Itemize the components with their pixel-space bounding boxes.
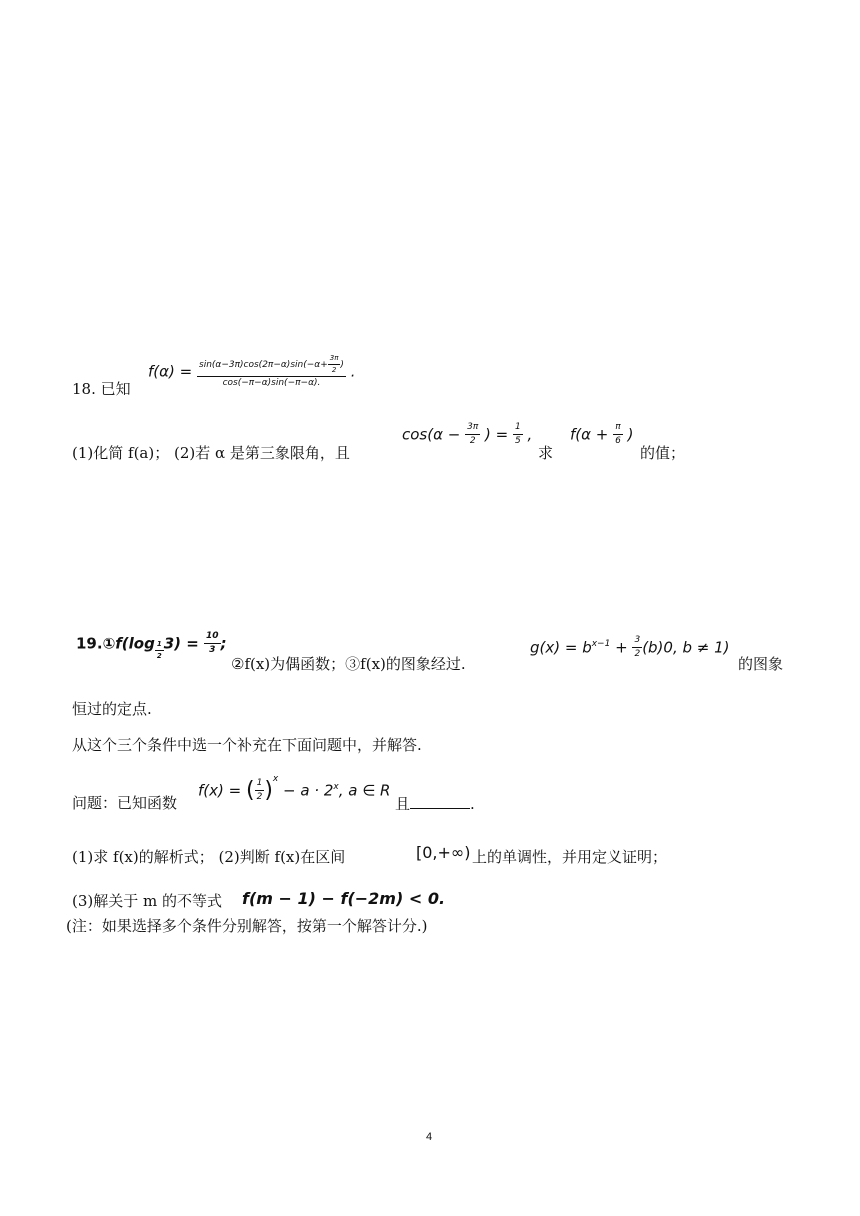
q19-cond1-end: ; — [220, 634, 227, 653]
q18-numerator-inner-fraction — [328, 355, 341, 374]
q18-f2-frac-den: 6 — [615, 436, 621, 446]
q19-fx-domain: , a ∈ R — [338, 781, 391, 800]
q18-function-definition — [148, 355, 356, 388]
q18-cos-value — [513, 423, 523, 446]
q18-f2-close: ) — [627, 425, 634, 444]
q19-fx-half — [255, 779, 265, 802]
q19-fx-lhs: f(x) = — [198, 781, 242, 800]
q18-cos-val-den: 5 — [515, 436, 521, 446]
q19-g-frac-den: 2 — [634, 649, 641, 659]
q18-f2-lhs: f(α + — [570, 425, 609, 444]
q18-tail: 的值； — [640, 444, 686, 462]
q18-main-fraction — [197, 355, 346, 388]
q19-g-exponent: x−1 — [591, 639, 611, 649]
q19-interval: [0,+∞) — [416, 843, 471, 862]
q18-cos-lhs: cos(α − — [402, 425, 461, 444]
q19-problem-label: 问题：已知函数 — [72, 794, 178, 812]
q19-g-plus: + — [610, 638, 628, 657]
q18-label: 18. 已知 — [72, 380, 131, 398]
q18-main-numerator — [197, 355, 346, 377]
q19-fx-exponent-2: x — [333, 782, 339, 792]
q19-log-base-den: 2 — [156, 652, 162, 660]
q19-fx-open-paren: ( — [245, 778, 255, 803]
q19-part-3: (3)解关于 m 的不等式 — [72, 892, 223, 910]
q18-cos-condition — [402, 423, 532, 446]
q18-cos-frac-num: 3π — [465, 423, 480, 435]
q18-f2-frac-num: π — [613, 423, 623, 435]
q18-numerator-text: sin(α−3π)cos(2π−α)sin(−α+ — [199, 360, 328, 370]
q19-label: 19. — [76, 634, 103, 653]
q18-f-lhs: f(α) = — [148, 362, 193, 381]
q19-fx-close-paren: ) — [264, 778, 273, 803]
q19-g-frac-num: 3 — [632, 636, 642, 648]
q18-inner-num: 3π — [328, 355, 341, 365]
q19-g-lhs: g(x) = b — [530, 638, 592, 657]
q19-cond1-log: ①f(log — [102, 634, 155, 653]
q19-fx-exponent: x — [272, 774, 279, 784]
q19-log-base-num: 1 — [155, 641, 164, 651]
page-number: 4 — [426, 1131, 433, 1143]
q19-line-2: 恒过的定点. — [72, 700, 152, 718]
q19-fx-half-den: 2 — [256, 792, 263, 802]
q18-inner-den: 2 — [331, 366, 337, 374]
q19-condition-1 — [76, 632, 227, 660]
q19-g-fraction — [632, 636, 642, 659]
q19-fx-minus: − a · 2 — [278, 781, 334, 800]
q18-f2-fraction — [613, 423, 623, 446]
q19-and-text: 且 — [395, 795, 411, 813]
q19-conditions-2-3: ②f(x)为偶函数；③f(x)的图象经过. — [231, 655, 466, 673]
q18-seek: 求 — [538, 444, 554, 462]
q18-cos-fraction — [465, 423, 480, 446]
q19-cond1-val-num: 10 — [204, 632, 221, 644]
q19-fx-half-num: 1 — [255, 779, 265, 791]
q19-and — [395, 794, 475, 813]
q18-cos-comma: , — [527, 425, 533, 444]
q18-numerator-close: ) — [340, 360, 344, 370]
q19-inequality: f(m − 1) − f(−2m) < 0. — [242, 889, 446, 908]
q19-cond1-eq: 3) = — [163, 634, 199, 653]
q19-f-function — [198, 774, 390, 803]
q19-parts-1-2: (1)求 f(x)的解析式； (2)判断 f(x)在区间 — [72, 848, 346, 866]
q18-cos-val-num: 1 — [513, 423, 523, 435]
q19-note: (注：如果选择多个条件分别解答，按第一个解答计分.) — [66, 917, 428, 935]
q18-f-end: . — [350, 362, 356, 381]
q19-line-3: 从这个三个条件中选一个补充在下面问题中，并解答. — [72, 736, 422, 754]
q19-cond1-val-den: 3 — [209, 645, 216, 655]
q18-cos-rhs: ) = — [485, 425, 509, 444]
q19-log-base — [155, 641, 164, 660]
q18-cos-frac-den: 2 — [469, 436, 476, 446]
q19-period: . — [470, 795, 475, 813]
q19-parts-1-2-tail: 上的单调性，并用定义证明； — [472, 848, 668, 866]
q18-main-denominator: cos(−π−α)sin(−π−α). — [222, 378, 321, 388]
q19-answer-blank[interactable] — [410, 794, 470, 809]
q18-parts-text: (1)化简 f(a)； (2)若 α 是第三象限角，且 — [72, 444, 350, 462]
q19-g-function — [530, 636, 730, 659]
q18-f-expression — [570, 423, 634, 446]
q19-g-tail-expr: (b)0, b ≠ 1) — [642, 638, 730, 657]
q19-g-tail: 的图象 — [738, 655, 784, 673]
q19-cond1-value — [204, 632, 221, 655]
